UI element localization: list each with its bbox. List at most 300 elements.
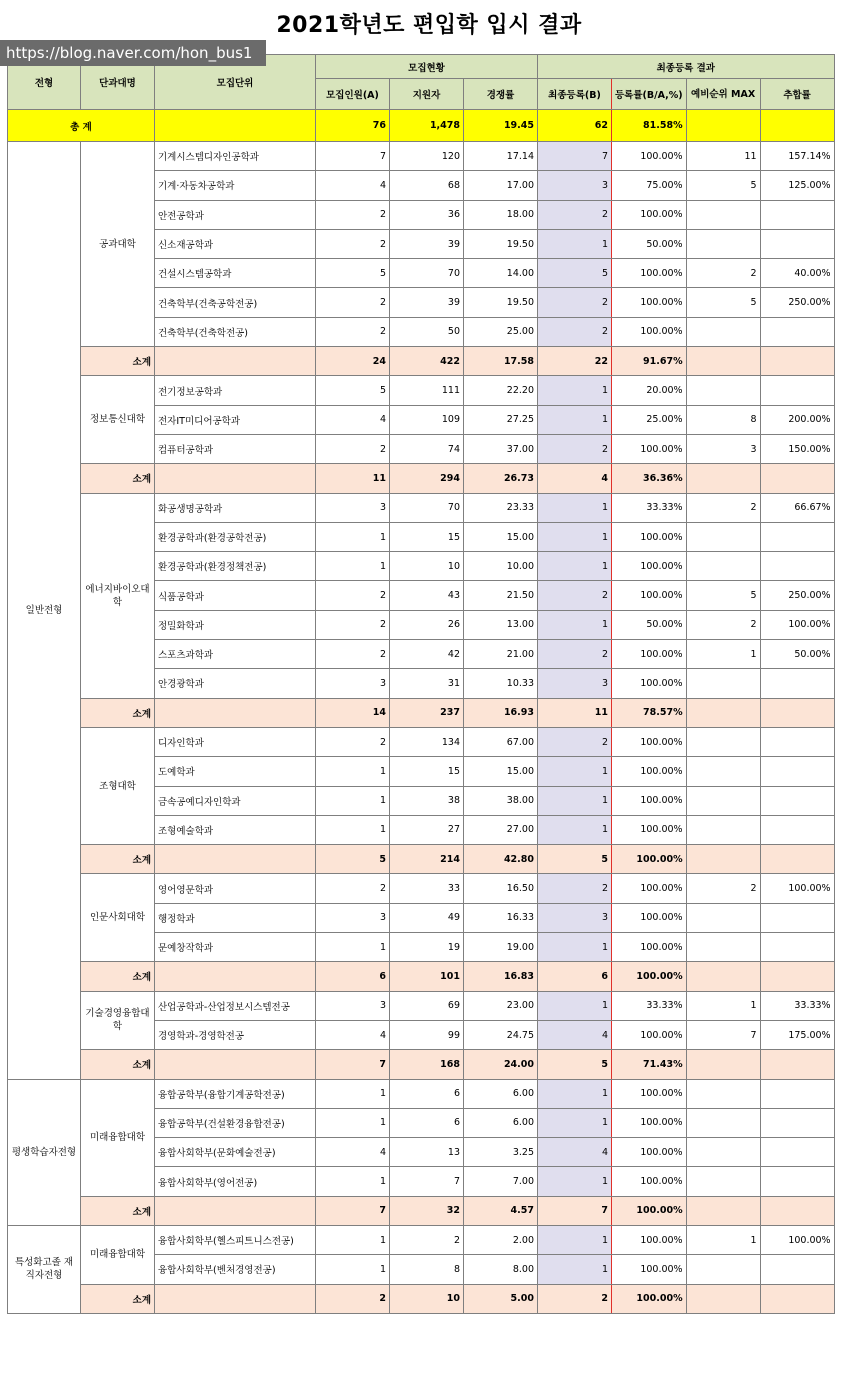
subtotal-quota: 7 — [316, 1196, 390, 1225]
table-row — [8, 1079, 835, 1108]
total-rate: 81.58% — [612, 110, 687, 142]
subtotal-quota: 7 — [316, 1050, 390, 1079]
rate-cell: 100.00% — [612, 669, 687, 698]
unit-name: 안전공학과 — [155, 200, 316, 229]
competition-cell: 13.00 — [464, 610, 538, 639]
applicants-cell: 99 — [390, 1020, 464, 1049]
subtotal-additional-empty — [760, 347, 834, 376]
quota-cell: 2 — [316, 317, 390, 346]
table-row — [8, 142, 835, 171]
final-cell: 2 — [538, 317, 612, 346]
applicants-cell: 39 — [390, 288, 464, 317]
total-label: 총 계 — [8, 110, 155, 142]
additional-cell: 250.00% — [760, 288, 834, 317]
additional-cell: 100.00% — [760, 610, 834, 639]
competition-cell: 3.25 — [464, 1138, 538, 1167]
subtotal-unit-empty — [155, 464, 316, 493]
subtotal-additional-empty — [760, 464, 834, 493]
subtotal-competition: 24.00 — [464, 1050, 538, 1079]
final-cell: 4 — [538, 1020, 612, 1049]
subtotal-row — [8, 962, 835, 991]
total-additional-empty — [760, 110, 834, 142]
unit-name: 전자IT미디어공학과 — [155, 405, 316, 434]
total-final: 62 — [538, 110, 612, 142]
rate-cell: 100.00% — [612, 1020, 687, 1049]
subtotal-waitlist-empty — [686, 698, 760, 727]
rate-cell: 100.00% — [612, 142, 687, 171]
applicants-cell: 36 — [390, 200, 464, 229]
competition-cell: 2.00 — [464, 1225, 538, 1254]
header-waitlist: 예비순위 MAX — [686, 79, 760, 110]
final-cell: 1 — [538, 610, 612, 639]
unit-name: 융합사회학부(영어전공) — [155, 1167, 316, 1196]
waitlist-cell: 2 — [686, 259, 760, 288]
unit-name: 문예창작학과 — [155, 933, 316, 962]
waitlist-cell: 11 — [686, 142, 760, 171]
applicants-cell: 15 — [390, 757, 464, 786]
rate-cell: 100.00% — [612, 903, 687, 932]
additional-cell: 250.00% — [760, 581, 834, 610]
quota-cell: 3 — [316, 669, 390, 698]
total-competition: 19.45 — [464, 110, 538, 142]
subtotal-label: 소계 — [81, 347, 155, 376]
quota-cell: 1 — [316, 1108, 390, 1137]
rate-cell: 100.00% — [612, 1079, 687, 1108]
page-title: 2021학년도 편입학 입시 결과 — [276, 13, 582, 38]
rate-cell: 75.00% — [612, 171, 687, 200]
waitlist-cell: 2 — [686, 493, 760, 522]
admission-type: 특성화고졸 재직자전형 — [8, 1225, 81, 1313]
quota-cell: 2 — [316, 640, 390, 669]
applicants-cell: 69 — [390, 991, 464, 1020]
table-row — [8, 493, 835, 522]
waitlist-cell: 2 — [686, 610, 760, 639]
subtotal-rate: 36.36% — [612, 464, 687, 493]
unit-name: 산업공학과-산업정보시스템전공 — [155, 991, 316, 1020]
unit-name: 스포츠과학과 — [155, 640, 316, 669]
applicants-cell: 68 — [390, 171, 464, 200]
applicants-cell: 70 — [390, 493, 464, 522]
unit-name: 융합공학부(융합기계공학전공) — [155, 1079, 316, 1108]
quota-cell: 4 — [316, 405, 390, 434]
final-cell: 1 — [538, 405, 612, 434]
rate-cell: 100.00% — [612, 1255, 687, 1284]
unit-name: 건설시스템공학과 — [155, 259, 316, 288]
quota-cell: 1 — [316, 757, 390, 786]
subtotal-competition: 16.93 — [464, 698, 538, 727]
final-cell: 1 — [538, 522, 612, 551]
header-unit: 모집단위 — [155, 55, 316, 110]
subtotal-rate: 100.00% — [612, 845, 687, 874]
competition-cell: 18.00 — [464, 200, 538, 229]
subtotal-applicants: 10 — [390, 1284, 464, 1313]
unit-name: 금속공예디자인학과 — [155, 786, 316, 815]
applicants-cell: 27 — [390, 815, 464, 844]
rate-cell: 100.00% — [612, 317, 687, 346]
unit-name: 건축학부(건축학전공) — [155, 317, 316, 346]
competition-cell: 25.00 — [464, 317, 538, 346]
subtotal-additional-empty — [760, 698, 834, 727]
header-rate: 등록률(B/A,%) — [612, 79, 687, 110]
subtotal-row — [8, 1196, 835, 1225]
applicants-cell: 50 — [390, 317, 464, 346]
additional-cell — [760, 317, 834, 346]
additional-cell — [760, 757, 834, 786]
competition-cell: 19.50 — [464, 229, 538, 258]
subtotal-row — [8, 698, 835, 727]
final-cell: 3 — [538, 903, 612, 932]
subtotal-quota: 14 — [316, 698, 390, 727]
competition-cell: 67.00 — [464, 727, 538, 756]
competition-cell: 10.33 — [464, 669, 538, 698]
admission-results-table — [7, 54, 835, 1314]
applicants-cell: 120 — [390, 142, 464, 171]
waitlist-cell: 7 — [686, 1020, 760, 1049]
subtotal-final: 7 — [538, 1196, 612, 1225]
additional-cell — [760, 669, 834, 698]
subtotal-waitlist-empty — [686, 464, 760, 493]
rate-cell: 100.00% — [612, 522, 687, 551]
college-name: 조형대학 — [81, 727, 155, 844]
rate-cell: 50.00% — [612, 229, 687, 258]
final-cell: 3 — [538, 171, 612, 200]
unit-name: 전기정보공학과 — [155, 376, 316, 405]
applicants-cell: 7 — [390, 1167, 464, 1196]
final-cell: 3 — [538, 669, 612, 698]
competition-cell: 6.00 — [464, 1079, 538, 1108]
rate-cell: 100.00% — [612, 786, 687, 815]
quota-cell: 2 — [316, 727, 390, 756]
unit-name: 기계시스템디자인공학과 — [155, 142, 316, 171]
subtotal-final: 6 — [538, 962, 612, 991]
watermark-url: https://blog.naver.com/hon_bus1 — [0, 40, 266, 66]
competition-cell: 17.00 — [464, 171, 538, 200]
rate-cell: 100.00% — [612, 581, 687, 610]
rate-cell: 20.00% — [612, 376, 687, 405]
unit-name: 융합사회학부(헬스피트니스전공) — [155, 1225, 316, 1254]
competition-cell: 37.00 — [464, 434, 538, 463]
unit-name: 디자인학과 — [155, 727, 316, 756]
admission-type: 일반전형 — [8, 142, 81, 1080]
quota-cell: 2 — [316, 200, 390, 229]
unit-name: 컴퓨터공학과 — [155, 434, 316, 463]
subtotal-rate: 100.00% — [612, 1284, 687, 1313]
final-cell: 2 — [538, 288, 612, 317]
final-cell: 1 — [538, 757, 612, 786]
final-cell: 1 — [538, 815, 612, 844]
subtotal-label: 소계 — [81, 698, 155, 727]
subtotal-waitlist-empty — [686, 347, 760, 376]
unit-name: 도예학과 — [155, 757, 316, 786]
applicants-cell: 19 — [390, 933, 464, 962]
waitlist-cell — [686, 229, 760, 258]
college-name: 기술경영융합대학 — [81, 991, 155, 1050]
final-cell: 1 — [538, 991, 612, 1020]
unit-name: 건축학부(건축공학전공) — [155, 288, 316, 317]
competition-cell: 6.00 — [464, 1108, 538, 1137]
header-group-final: 최종등록 결과 — [538, 55, 835, 79]
subtotal-unit-empty — [155, 962, 316, 991]
subtotal-label: 소계 — [81, 962, 155, 991]
subtotal-label: 소계 — [81, 1050, 155, 1079]
unit-name: 신소재공학과 — [155, 229, 316, 258]
quota-cell: 2 — [316, 288, 390, 317]
competition-cell: 17.14 — [464, 142, 538, 171]
unit-name: 환경공학과(환경정책전공) — [155, 552, 316, 581]
college-name: 정보통신대학 — [81, 376, 155, 464]
additional-cell: 66.67% — [760, 493, 834, 522]
additional-cell: 200.00% — [760, 405, 834, 434]
header-applicants: 지원자 — [390, 79, 464, 110]
rate-cell: 100.00% — [612, 727, 687, 756]
final-cell: 5 — [538, 259, 612, 288]
subtotal-final: 5 — [538, 1050, 612, 1079]
final-cell: 1 — [538, 552, 612, 581]
final-cell: 1 — [538, 933, 612, 962]
additional-cell — [760, 933, 834, 962]
header-quota: 모집인원(A) — [316, 79, 390, 110]
quota-cell: 7 — [316, 142, 390, 171]
applicants-cell: 42 — [390, 640, 464, 669]
unit-name: 융합사회학부(벤처경영전공) — [155, 1255, 316, 1284]
waitlist-cell — [686, 903, 760, 932]
subtotal-unit-empty — [155, 845, 316, 874]
waitlist-cell — [686, 669, 760, 698]
additional-cell: 150.00% — [760, 434, 834, 463]
quota-cell: 4 — [316, 1138, 390, 1167]
quota-cell: 2 — [316, 434, 390, 463]
applicants-cell: 134 — [390, 727, 464, 756]
unit-name: 화공생명공학과 — [155, 493, 316, 522]
table-row — [8, 376, 835, 405]
rate-cell: 100.00% — [612, 874, 687, 903]
additional-cell: 100.00% — [760, 1225, 834, 1254]
competition-cell: 27.00 — [464, 815, 538, 844]
quota-cell: 3 — [316, 903, 390, 932]
applicants-cell: 26 — [390, 610, 464, 639]
subtotal-applicants: 101 — [390, 962, 464, 991]
rate-cell: 100.00% — [612, 552, 687, 581]
unit-name: 식품공학과 — [155, 581, 316, 610]
applicants-cell: 15 — [390, 522, 464, 551]
applicants-cell: 49 — [390, 903, 464, 932]
additional-cell — [760, 522, 834, 551]
subtotal-row — [8, 464, 835, 493]
applicants-cell: 33 — [390, 874, 464, 903]
applicants-cell: 13 — [390, 1138, 464, 1167]
final-cell: 2 — [538, 874, 612, 903]
competition-cell: 7.00 — [464, 1167, 538, 1196]
rate-cell: 100.00% — [612, 434, 687, 463]
competition-cell: 8.00 — [464, 1255, 538, 1284]
competition-cell: 16.33 — [464, 903, 538, 932]
table-row — [8, 874, 835, 903]
additional-cell — [760, 727, 834, 756]
quota-cell: 1 — [316, 1167, 390, 1196]
final-cell: 2 — [538, 434, 612, 463]
applicants-cell: 31 — [390, 669, 464, 698]
additional-cell: 100.00% — [760, 874, 834, 903]
quota-cell: 4 — [316, 1020, 390, 1049]
rate-cell: 100.00% — [612, 640, 687, 669]
subtotal-unit-empty — [155, 698, 316, 727]
subtotal-rate: 78.57% — [612, 698, 687, 727]
college-name: 미래융합대학 — [81, 1079, 155, 1196]
subtotal-waitlist-empty — [686, 1196, 760, 1225]
quota-cell: 1 — [316, 1255, 390, 1284]
unit-name: 영어영문학과 — [155, 874, 316, 903]
subtotal-additional-empty — [760, 1196, 834, 1225]
subtotal-waitlist-empty — [686, 1050, 760, 1079]
waitlist-cell: 1 — [686, 1225, 760, 1254]
quota-cell: 3 — [316, 991, 390, 1020]
additional-cell: 40.00% — [760, 259, 834, 288]
final-cell: 2 — [538, 640, 612, 669]
subtotal-row — [8, 1050, 835, 1079]
additional-cell — [760, 1079, 834, 1108]
final-cell: 1 — [538, 1167, 612, 1196]
quota-cell: 1 — [316, 552, 390, 581]
subtotal-final: 5 — [538, 845, 612, 874]
competition-cell: 23.00 — [464, 991, 538, 1020]
unit-name: 안경광학과 — [155, 669, 316, 698]
college-name: 에너지바이오대학 — [81, 493, 155, 698]
additional-cell — [760, 786, 834, 815]
table-row — [8, 991, 835, 1020]
competition-cell: 24.75 — [464, 1020, 538, 1049]
competition-cell: 19.50 — [464, 288, 538, 317]
subtotal-final: 22 — [538, 347, 612, 376]
competition-cell: 21.00 — [464, 640, 538, 669]
subtotal-quota: 6 — [316, 962, 390, 991]
subtotal-applicants: 168 — [390, 1050, 464, 1079]
subtotal-row — [8, 845, 835, 874]
table-row — [8, 1225, 835, 1254]
unit-name: 융합사회학부(문화예술전공) — [155, 1138, 316, 1167]
final-cell: 1 — [538, 1108, 612, 1137]
subtotal-label: 소계 — [81, 1284, 155, 1313]
applicants-cell: 6 — [390, 1079, 464, 1108]
competition-cell: 21.50 — [464, 581, 538, 610]
subtotal-quota: 11 — [316, 464, 390, 493]
applicants-cell: 10 — [390, 552, 464, 581]
additional-cell — [760, 200, 834, 229]
final-cell: 2 — [538, 200, 612, 229]
admission-type: 평생학습자전형 — [8, 1079, 81, 1225]
quota-cell: 2 — [316, 874, 390, 903]
subtotal-rate: 100.00% — [612, 1196, 687, 1225]
total-row — [8, 110, 835, 142]
competition-cell: 16.50 — [464, 874, 538, 903]
subtotal-competition: 42.80 — [464, 845, 538, 874]
applicants-cell: 2 — [390, 1225, 464, 1254]
rate-cell: 100.00% — [612, 815, 687, 844]
subtotal-row — [8, 347, 835, 376]
rate-cell: 100.00% — [612, 259, 687, 288]
subtotal-applicants: 214 — [390, 845, 464, 874]
competition-cell: 15.00 — [464, 522, 538, 551]
waitlist-cell: 2 — [686, 874, 760, 903]
competition-cell: 10.00 — [464, 552, 538, 581]
applicants-cell: 111 — [390, 376, 464, 405]
subtotal-unit-empty — [155, 1050, 316, 1079]
rate-cell: 100.00% — [612, 288, 687, 317]
header-final: 최종등록(B) — [538, 79, 612, 110]
applicants-cell: 38 — [390, 786, 464, 815]
final-cell: 1 — [538, 1079, 612, 1108]
subtotal-additional-empty — [760, 1284, 834, 1313]
quota-cell: 3 — [316, 493, 390, 522]
subtotal-unit-empty — [155, 347, 316, 376]
rate-cell: 100.00% — [612, 933, 687, 962]
rate-cell: 100.00% — [612, 757, 687, 786]
additional-cell: 157.14% — [760, 142, 834, 171]
rate-cell: 100.00% — [612, 1225, 687, 1254]
unit-name: 환경공학과(환경공학전공) — [155, 522, 316, 551]
subtotal-unit-empty — [155, 1284, 316, 1313]
competition-cell: 15.00 — [464, 757, 538, 786]
quota-cell: 1 — [316, 522, 390, 551]
waitlist-cell — [686, 1108, 760, 1137]
competition-cell: 14.00 — [464, 259, 538, 288]
subtotal-competition: 16.83 — [464, 962, 538, 991]
additional-cell: 175.00% — [760, 1020, 834, 1049]
quota-cell: 2 — [316, 610, 390, 639]
quota-cell: 1 — [316, 815, 390, 844]
competition-cell: 22.20 — [464, 376, 538, 405]
final-cell: 1 — [538, 376, 612, 405]
subtotal-waitlist-empty — [686, 845, 760, 874]
subtotal-final: 11 — [538, 698, 612, 727]
subtotal-additional-empty — [760, 1050, 834, 1079]
competition-cell: 38.00 — [464, 786, 538, 815]
additional-cell: 33.33% — [760, 991, 834, 1020]
additional-cell — [760, 1108, 834, 1137]
subtotal-label: 소계 — [81, 1196, 155, 1225]
rate-cell: 33.33% — [612, 493, 687, 522]
waitlist-cell — [686, 200, 760, 229]
subtotal-competition: 17.58 — [464, 347, 538, 376]
header-type: 전형 — [8, 55, 81, 110]
quota-cell: 1 — [316, 1079, 390, 1108]
waitlist-cell: 3 — [686, 434, 760, 463]
waitlist-cell — [686, 522, 760, 551]
rate-cell: 33.33% — [612, 991, 687, 1020]
additional-cell: 50.00% — [760, 640, 834, 669]
waitlist-cell — [686, 1138, 760, 1167]
subtotal-final: 4 — [538, 464, 612, 493]
subtotal-waitlist-empty — [686, 1284, 760, 1313]
applicants-cell: 6 — [390, 1108, 464, 1137]
subtotal-rate: 100.00% — [612, 962, 687, 991]
waitlist-cell — [686, 933, 760, 962]
additional-cell — [760, 552, 834, 581]
waitlist-cell: 5 — [686, 171, 760, 200]
waitlist-cell: 8 — [686, 405, 760, 434]
waitlist-cell: 5 — [686, 581, 760, 610]
subtotal-final: 2 — [538, 1284, 612, 1313]
applicants-cell: 43 — [390, 581, 464, 610]
applicants-cell: 74 — [390, 434, 464, 463]
waitlist-cell: 1 — [686, 991, 760, 1020]
quota-cell: 4 — [316, 171, 390, 200]
subtotal-applicants: 422 — [390, 347, 464, 376]
additional-cell — [760, 229, 834, 258]
additional-cell — [760, 376, 834, 405]
table-row — [8, 727, 835, 756]
waitlist-cell — [686, 376, 760, 405]
additional-cell — [760, 1255, 834, 1284]
